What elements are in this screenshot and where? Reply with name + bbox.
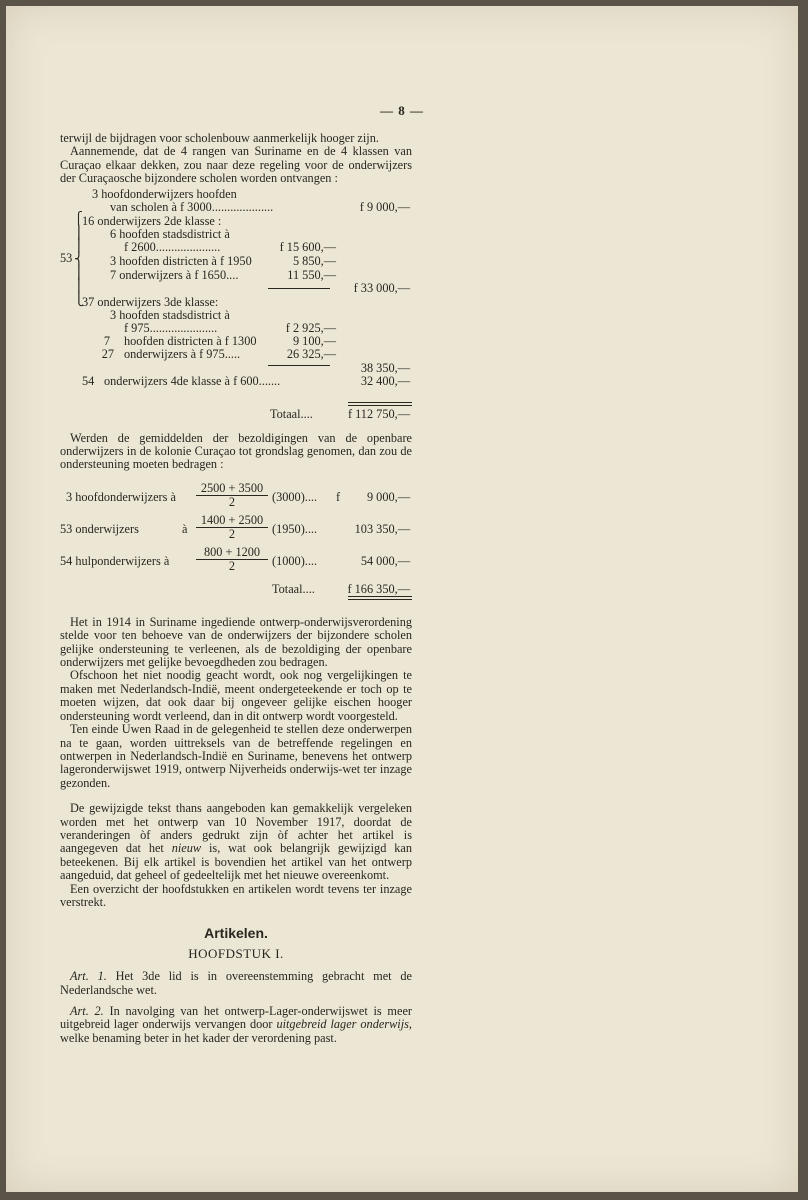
paragraph-5: Ofschoon het niet noodig geacht wordt, ook nog vergelijkingen te maken met Nederlandsch-Indië, meent ondergeteekende er toch op te moeten wijzen, dat ook daar bij ongeveer gelijke eischen hooger ondersteuning wordt verleend, dan in dit ontwerp wordt voorgesteld.	[60, 668, 412, 723]
t2-r3-num: 800 + 1200	[196, 546, 268, 560]
t2-r3-mult: (1000)....	[272, 553, 318, 568]
t1-r3: 6 hoofden stadsdistrict à	[110, 226, 230, 241]
t1-r14: onderwijzers 4de klasse à f 600.......	[104, 373, 281, 388]
t2-r1-value: 9 000,—	[366, 489, 410, 504]
t2-r2-num: 1400 + 2500	[196, 514, 268, 528]
para7-b: is, wat ook belangrijk gewijzigd kan beteekenen. Bij elk artikel is bovendien het artikel van het ontwerp aangeduid, dat geheel of gedeeltelijk met het nieuwe overeenkomt.	[60, 841, 412, 883]
t1-r11n: 7	[103, 333, 110, 348]
t2-r2-mult: (1950)....	[272, 521, 318, 536]
t1-r1a: 3 hoofdonderwijzers hoofden	[92, 186, 237, 201]
t2-total-label: Totaal....	[272, 581, 315, 596]
t1-r14n: 54	[82, 373, 95, 388]
brace-line2: ⎪	[74, 236, 84, 252]
t1-r14v: 32 400,—	[360, 373, 410, 388]
chapter-heading: HOOFDSTUK I.	[188, 945, 284, 961]
paragraph-8: Een overzicht der hoofdstukken en artikelen wordt tevens ter inzage verstrekt.	[60, 881, 412, 909]
art2-text-a: In navolging van het ontwerp-Lager-onderwijswet is meer uitgebreid lager onderwijs vervangen door	[60, 1004, 412, 1032]
t2-r1-den: 2	[228, 495, 236, 510]
t1-r2: 16 onderwijzers 2de klasse :	[82, 213, 222, 228]
t1-r10v: f 2 925,—	[285, 320, 336, 335]
section-heading: Artikelen.	[204, 925, 268, 942]
t2-r2-den: 2	[228, 527, 236, 542]
brace-total: 53	[60, 250, 73, 265]
brace-line4: ⎪	[74, 276, 84, 292]
t1-r12: onderwijzers à f 975.....	[124, 346, 241, 361]
text-column	[60, 132, 412, 1045]
t2-r1-cur: f	[336, 489, 341, 504]
rule-sub2	[268, 365, 330, 366]
article-2	[60, 1005, 412, 1045]
t2-r2-label2: à	[182, 521, 188, 536]
table1-total-row	[60, 400, 412, 422]
t2-r1-num: 2500 + 3500	[196, 482, 268, 496]
t1-r1b: van scholen à f 3000....................	[110, 199, 274, 214]
t1-r12n: 27	[101, 346, 114, 361]
document-page	[6, 6, 798, 1192]
art2-label: Art. 2.	[70, 1004, 104, 1018]
t1-r9: 3 hoofden stadsdistrict à	[110, 307, 230, 322]
brace-top: ⎧	[74, 210, 83, 225]
t1-total-label: Totaal....	[270, 406, 313, 421]
t2-r3-den: 2	[228, 559, 236, 574]
t1-r4v: f 15 600,—	[279, 239, 336, 254]
t2-r1-fraction	[196, 482, 268, 510]
t1-r7v: f 33 000,—	[353, 280, 410, 295]
t2-r2-fraction	[196, 514, 268, 542]
t2-r2-label: 53 onderwijzers	[60, 521, 139, 536]
rule-t2-bottom2	[348, 599, 412, 600]
t1-r10: f 975......................	[124, 320, 218, 335]
rule-total-top2	[348, 405, 412, 406]
t2-r1-label: 3 hoofdonderwijzers à	[66, 489, 176, 504]
paragraph-3: Werden de gemiddelden der bezoldigingen van de openbare onderwijzers in de kolonie Curaçao tot grondslag genomen, dan zou de ondersteuning moeten bedragen :	[60, 430, 412, 472]
t1-r8: 37 onderwijzers 3de klasse:	[82, 294, 219, 309]
para7-italic: nieuw	[171, 841, 202, 856]
rule-t2-bottom	[348, 596, 412, 597]
t2-r3-label: 54 hulponderwijzers à	[60, 553, 170, 568]
t1-total-value: f 112 750,—	[347, 406, 410, 421]
t1-r11: hoofden districten à f 1300	[124, 333, 257, 348]
para7-a: De gewijzigde tekst thans aangeboden kan gemakkelijk vergeleken worden met het ontwerp van 10 November 1917, doordat de veranderingen òf anders gedrukt zijn òf achter het artikel is aangegeven dat het	[60, 801, 412, 856]
salary-table	[60, 188, 412, 400]
t2-total-value: f 166 350,—	[347, 581, 410, 596]
rule-total-top	[348, 402, 412, 403]
t1-r5: 3 hoofden districten à f 1950	[110, 253, 252, 268]
paragraph-1: terwijl de bijdragen voor scholenbouw aanmerkelijk hooger zijn.	[60, 131, 379, 145]
paragraph-2: Aannemende, dat de 4 rangen van Suriname en de 4 klassen van Curaçao elkaar dekken, zou naar deze regeling voor de onderwijzers der Curaçaosche bijzondere scholen worden ontvangen :	[60, 144, 412, 186]
t2-r1-mult: (3000)....	[272, 489, 318, 504]
page-number: — 8 —	[380, 103, 424, 118]
t1-r11v: 9 100,—	[292, 333, 336, 348]
t2-r3-fraction	[196, 546, 268, 574]
article-1	[60, 970, 412, 997]
art2-italic: uitgebreid lager onderwijs,	[276, 1017, 412, 1032]
paragraph-7	[60, 802, 412, 882]
paragraph-4: Het in 1914 in Suriname ingediende ontwerp-onderwijsverordening stelde voor ten behoeve van de onderwijzers der bijzondere scholen gelijke ondersteuning te verleenen, als de bezoldiging der openbare onderwijzers met gelijke bevoegdheden zou bedragen.	[60, 614, 412, 670]
t1-r13v: 38 350,—	[360, 360, 410, 375]
t1-r6v: 11 550,—	[287, 267, 336, 282]
t2-r2-value: 103 350,—	[354, 521, 410, 536]
t1-r12v: 26 325,—	[286, 346, 336, 361]
brace-line1: ⎪	[74, 224, 84, 240]
paragraph-6: Ten einde Uwen Raad in de gelegenheid te stellen deze onderwerpen na te gaan, worden uittreksels van de betreffende regelingen en ontwerpen in Nederlandsch-Indië en Suriname, benevens het ontwerp lageronderwijswet 1919, ontwerp Nijverheids onderwijs-wet ter inzage gezonden.	[60, 722, 412, 790]
art1-text: Het 3de lid is in overeenstemming gebracht met de Nederlandsche wet.	[60, 969, 412, 997]
art1-label: Art. 1.	[70, 969, 107, 984]
t1-r6: 7 onderwijzers à f 1650....	[110, 267, 239, 282]
brace-bottom: ⎩	[74, 290, 84, 306]
support-table	[60, 482, 412, 600]
brace-mid: ⎨	[74, 250, 84, 266]
art2-text-b: welke benaming beter in het kader der verordening past.	[60, 1030, 337, 1045]
rule-sub1	[268, 288, 330, 289]
t1-r5v: 5 850,—	[292, 253, 336, 268]
t2-r3-value: 54 000,—	[360, 553, 410, 568]
t1-r1v: f 9 000,—	[359, 199, 410, 214]
brace-line3: ⎪	[74, 264, 84, 280]
t1-r4: f 2600.....................	[124, 239, 221, 254]
